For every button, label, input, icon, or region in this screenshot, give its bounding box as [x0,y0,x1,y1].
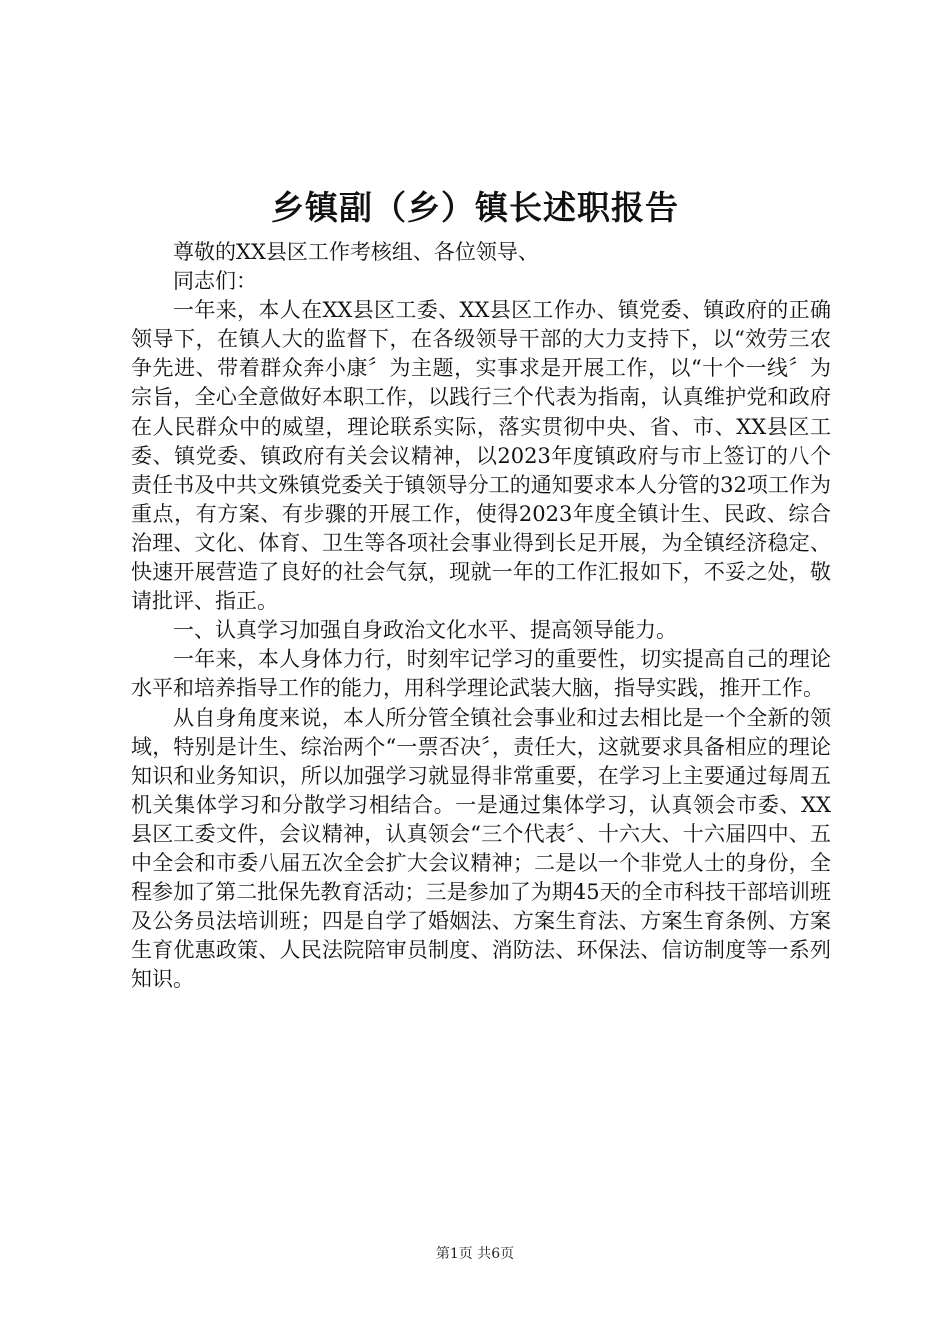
salutation-line-2: 同志们： [173,269,257,294]
document-body [131,238,831,994]
intro-paragraph: 一年来，本人在XX县区工委、XX县区工作办、镇党委、镇政府的正确领导下，在镇人大的监督下，在各级领导干部的大力支持下，以“效劳三农争先进、带着群众奔小康〞为主题，实事求是开展工作，以“十个一线〞为宗旨，全心全意做好本职工作，以践行三个代表为指南，认真维护党和政府在人民群众中的威望，理论联系实际，落实贯彻中央、省、市、XX县区工委、镇党委、镇政府有关会议精神，以2023年度镇政府与市上签订的八个责任书及中共文殊镇党委关于镇领导分工的通知要求本人分管的32项工作为重点，有方案、有步骤的开展工作，使得2023年度全镇计生、民政、综合治理、文化、体育、卫生等各项社会事业得到长足开展，为全镇经济稳定、快速开展营造了良好的社会气氛，现就一年的工作汇报如下，不妥之处，敬请批评、指正。 [131,298,831,614]
salutation-line-1: 尊敬的XX县区工作考核组、各位领导、 [173,240,539,264]
section-paragraph-2: 从自身角度来说，本人所分管全镇社会事业和过去相比是一个全新的领域，特别是计生、综治两个“一票否决〞，责任大，这就要求具备相应的理论知识和业务知识，所以加强学习就显得非常重要，在学习上主要通过每周五机关集体学习和分散学习相结合。一是通过集体学习，认真领会市委、XX县区工委文件，会议精神，认真领会“三个代表〞、十六大、十六届四中、五中全会和市委八届五次全会扩大会议精神；二是以一个非党人士的身份，全程参加了第二批保先教育活动；三是参加了为期45天的全市科技干部培训班及公务员法培训班；四是自学了婚姻法、方案生育法、方案生育条例、方案生育优惠政策、人民法院陪审员制度、消防法、环保法、信访制度等一系列知识。 [131,705,831,992]
section-heading-1: 一、认真学习加强自身政治文化水平、提高领导能力。 [173,618,677,643]
page-number-footer: 第1页 共6页 [435,1246,515,1262]
section-paragraph-1: 一年来，本人身体力行，时刻牢记学习的重要性，切实提高自己的理论水平和培养指导工作的能力，用科学理论武装大脑，指导实践，推开工作。 [131,647,831,701]
document-title: 乡镇副（乡）镇长述职报告 [271,188,679,227]
